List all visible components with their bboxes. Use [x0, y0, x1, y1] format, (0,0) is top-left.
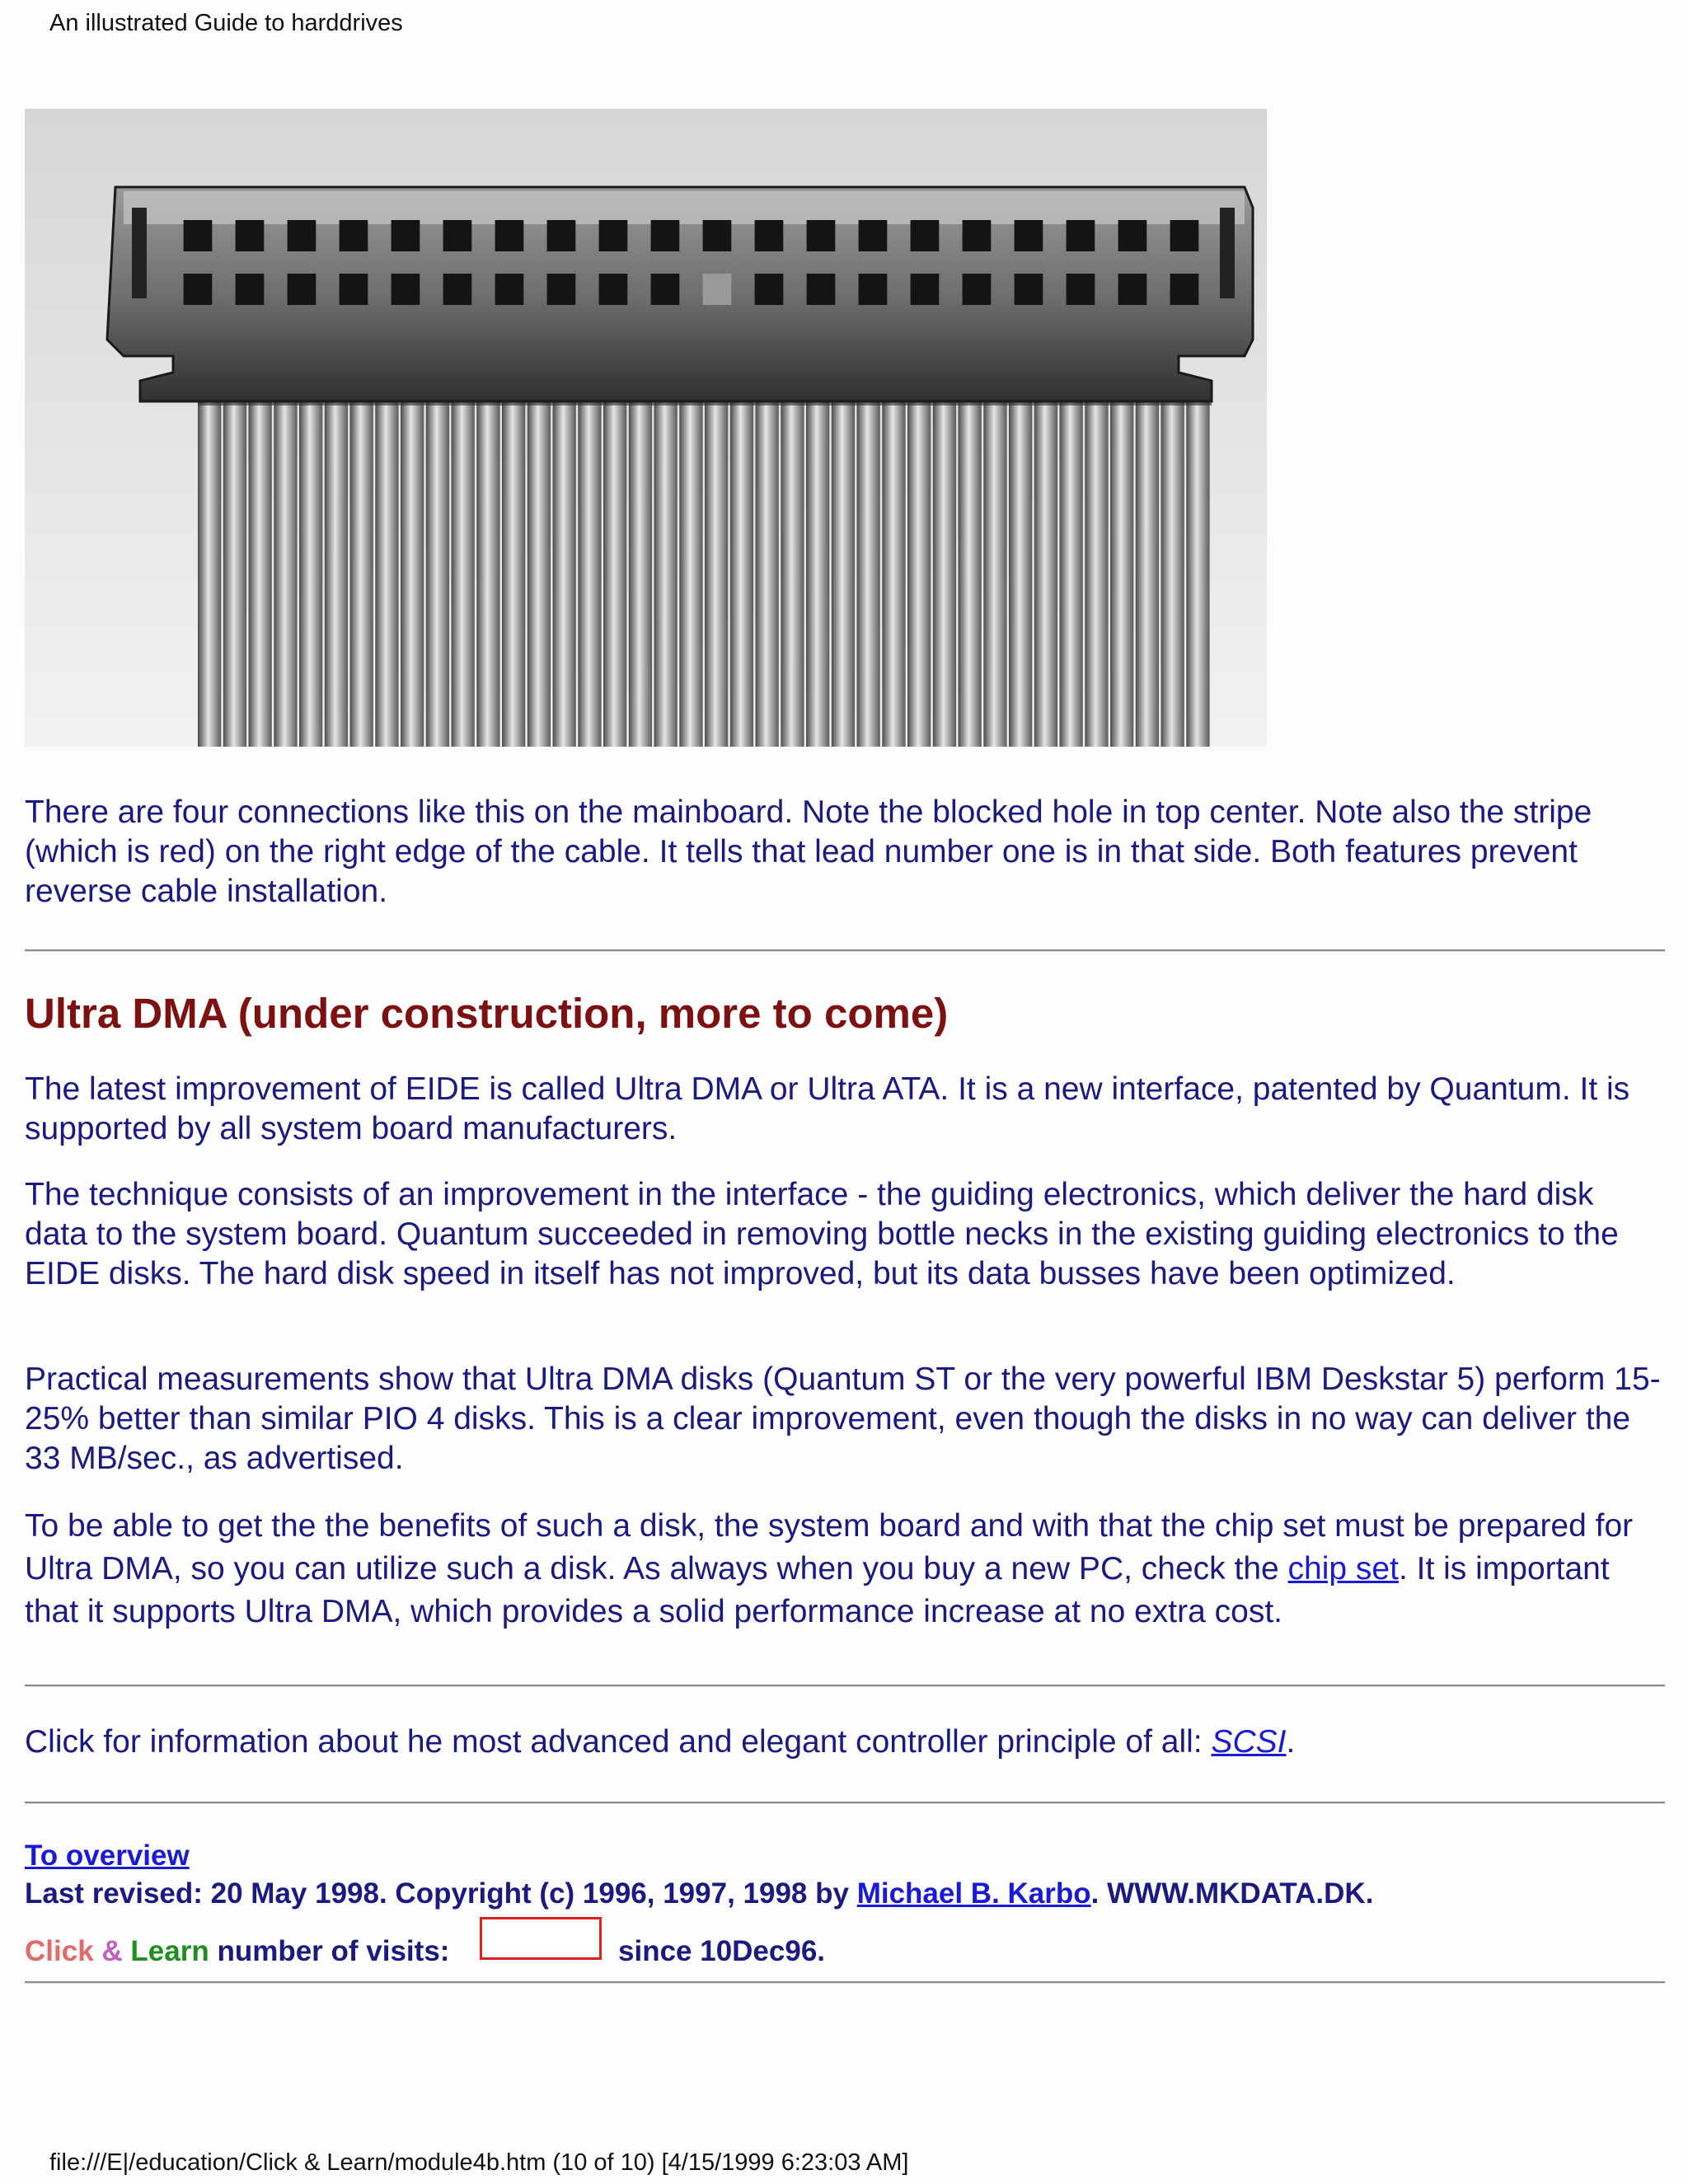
scsi-period: .	[1286, 1724, 1296, 1760]
ribbon-wire	[553, 397, 576, 747]
pin-hole	[495, 274, 524, 305]
ribbon-wire	[528, 397, 551, 747]
ribbon-wire	[1136, 397, 1159, 747]
last-revised-line	[25, 1877, 1373, 1910]
overview-line	[25, 1840, 190, 1872]
page-header-title: An illustrated Guide to harddrives	[49, 10, 403, 36]
connector-latch-left	[132, 208, 147, 298]
ribbon-wire	[578, 397, 601, 747]
ribbon-wire	[426, 397, 449, 747]
scsi-paragraph	[25, 1722, 1665, 1762]
pin-hole	[340, 220, 368, 251]
pin-hole	[236, 220, 265, 251]
connector-latch-right	[1220, 208, 1235, 298]
visit-counter-box	[480, 1917, 602, 1960]
pin-hole	[1067, 220, 1095, 251]
pin-hole	[755, 274, 784, 305]
pin-hole	[547, 220, 576, 251]
pin-hole	[288, 274, 316, 305]
visits-line	[25, 1935, 449, 1968]
ribbon-wire	[806, 397, 829, 747]
pin-hole	[392, 274, 420, 305]
author-link[interactable]: Michael B. Karbo	[856, 1877, 1091, 1910]
pin-hole	[340, 274, 368, 305]
pin-hole	[859, 274, 888, 305]
divider-3	[25, 1802, 1665, 1804]
pin-hole	[392, 220, 420, 251]
ribbon-wire	[249, 397, 272, 747]
divider-4	[25, 1981, 1665, 1984]
pin-hole	[1170, 274, 1199, 305]
ribbon-wire	[781, 397, 804, 747]
ribbon-wire	[274, 397, 297, 747]
brand-learn: Learn	[130, 1935, 209, 1967]
ribbon-wire	[1009, 397, 1032, 747]
ultra-dma-paragraph-3: Practical measurements show that Ultra DMA disks (Quantum ST or the very powerful IBM Deskstar 5) perform 15-25% better than similar PIO 4 disks. This is a clear improvement, even though the disks in no way can deliver the 33 MB/sec., as advertised.	[25, 1361, 1661, 1476]
brand-ampersand: &	[101, 1935, 123, 1967]
ribbon-wire	[654, 397, 678, 747]
since-date-text: since 10Dec96.	[618, 1935, 826, 1967]
pin-hole	[963, 274, 992, 305]
ribbon-wire	[1085, 397, 1108, 747]
pin-hole	[288, 220, 316, 251]
divider-1	[25, 949, 1665, 952]
ultra-dma-paragraph-4	[25, 1505, 1665, 1633]
connector-caption: There are four connections like this on the mainboard. Note the blocked hole in top center. Note also the stripe (which is red) on the right edge of the cable. It tells that lead number one is in that side. Both features prevent reverse cable installation.	[25, 794, 1592, 909]
pin-hole	[1067, 274, 1095, 305]
page-footer-path: file:///E|/education/Click & Learn/module4b.htm (10 of 10) [4/15/1999 6:23:03 AM]	[49, 2149, 909, 2176]
ribbon-wire	[603, 397, 626, 747]
connector-top-face	[124, 191, 1245, 224]
pin-hole	[911, 220, 940, 251]
ribbon-wire	[1060, 397, 1083, 747]
scsi-text: Click for information about he most advanced and elegant controller principle of all:	[25, 1724, 1212, 1760]
ribbon-wire	[350, 397, 373, 747]
pin-hole	[1118, 220, 1147, 251]
pin-hole	[443, 274, 472, 305]
pin-hole	[755, 220, 784, 251]
paragraph-4-text-after: . It is important that it supports Ultra DMA, which provides a solid performance increase at no extra cost.	[25, 1551, 1610, 1629]
website-text: . WWW.MKDATA.DK.	[1090, 1877, 1374, 1910]
pin-hole	[495, 220, 524, 251]
ribbon-wire	[679, 397, 702, 747]
ribbon-wire	[502, 397, 525, 747]
to-overview-link[interactable]: To overview	[25, 1840, 190, 1872]
ribbon-wire	[223, 397, 246, 747]
pin-hole	[1170, 220, 1199, 251]
ribbon-wire	[325, 397, 348, 747]
ribbon-wire	[705, 397, 728, 747]
ribbon-wire	[1110, 397, 1133, 747]
visits-label: number of visits:	[217, 1935, 450, 1967]
ide-cable-connector-photo	[25, 109, 1267, 747]
ultra-dma-paragraph-2: The technique consists of an improvement in the interface - the guiding electronics, which deliver the hard disk data to the system board. Quantum succeeded in removing bottle necks in the existing guiding electronics to the EIDE disks. The hard disk speed in itself has not improved, but its data busses have been optimized.	[25, 1177, 1619, 1291]
brand-click: Click	[25, 1935, 94, 1967]
ribbon-wire	[983, 397, 1006, 747]
pin-hole	[236, 274, 265, 305]
ribbon-wire	[452, 397, 475, 747]
divider-2	[25, 1685, 1665, 1687]
pin-hole	[807, 274, 836, 305]
ribbon-wire	[375, 397, 398, 747]
pin-hole	[859, 220, 888, 251]
pin-hole	[703, 220, 732, 251]
ribbon-wire	[907, 397, 931, 747]
ribbon-wire	[299, 397, 322, 747]
ultra-dma-paragraph-1: The latest improvement of EIDE is called Ultra DMA or Ultra ATA. It is a new interface, patented by Quantum. It is supported by all system board manufacturers.	[25, 1071, 1630, 1146]
pin-hole	[599, 274, 628, 305]
pin-hole	[1118, 274, 1147, 305]
pin-hole	[443, 220, 472, 251]
ribbon-wire	[730, 397, 753, 747]
ribbon-wire	[857, 397, 880, 747]
pin-hole	[599, 220, 628, 251]
pin-hole	[184, 220, 213, 251]
ribbon-wire	[756, 397, 779, 747]
pin-hole	[651, 274, 680, 305]
ribbon-wire	[1034, 397, 1057, 747]
pin-hole	[651, 220, 680, 251]
scsi-link[interactable]: SCSI	[1211, 1724, 1287, 1760]
last-revised-text: Last revised: 20 May 1998. Copyright (c) 1996, 1997, 1998 by	[25, 1877, 857, 1910]
pin-hole	[807, 220, 836, 251]
ribbon-wire	[629, 397, 652, 747]
ribbon-wire	[476, 397, 499, 747]
section-heading-ultra-dma: Ultra DMA (under construction, more to come)	[25, 990, 949, 1037]
blocked-pin-hole	[703, 274, 732, 305]
pin-hole	[184, 274, 213, 305]
ribbon-wire	[882, 397, 905, 747]
pin-hole	[963, 220, 992, 251]
pin-hole	[547, 274, 576, 305]
ribbon-wire	[933, 397, 956, 747]
paragraph-4-text-before: To be able to get the the benefits of such a disk, the system board and with that the chip set must be prepared for Ultra DMA, so you can utilize such a disk. As always when you buy a new PC, check the	[25, 1508, 1634, 1586]
pin-hole	[1015, 220, 1043, 251]
ribbon-wire	[401, 397, 424, 747]
ribbon-wire	[1161, 397, 1184, 747]
chip-set-link[interactable]: chip set	[1287, 1551, 1399, 1586]
pin-hole	[1015, 274, 1043, 305]
ribbon-wire	[832, 397, 855, 747]
ribbon-wire	[959, 397, 982, 747]
ribbon-wire	[198, 397, 221, 747]
pin-hole	[911, 274, 940, 305]
ribbon-wire	[1186, 397, 1209, 747]
